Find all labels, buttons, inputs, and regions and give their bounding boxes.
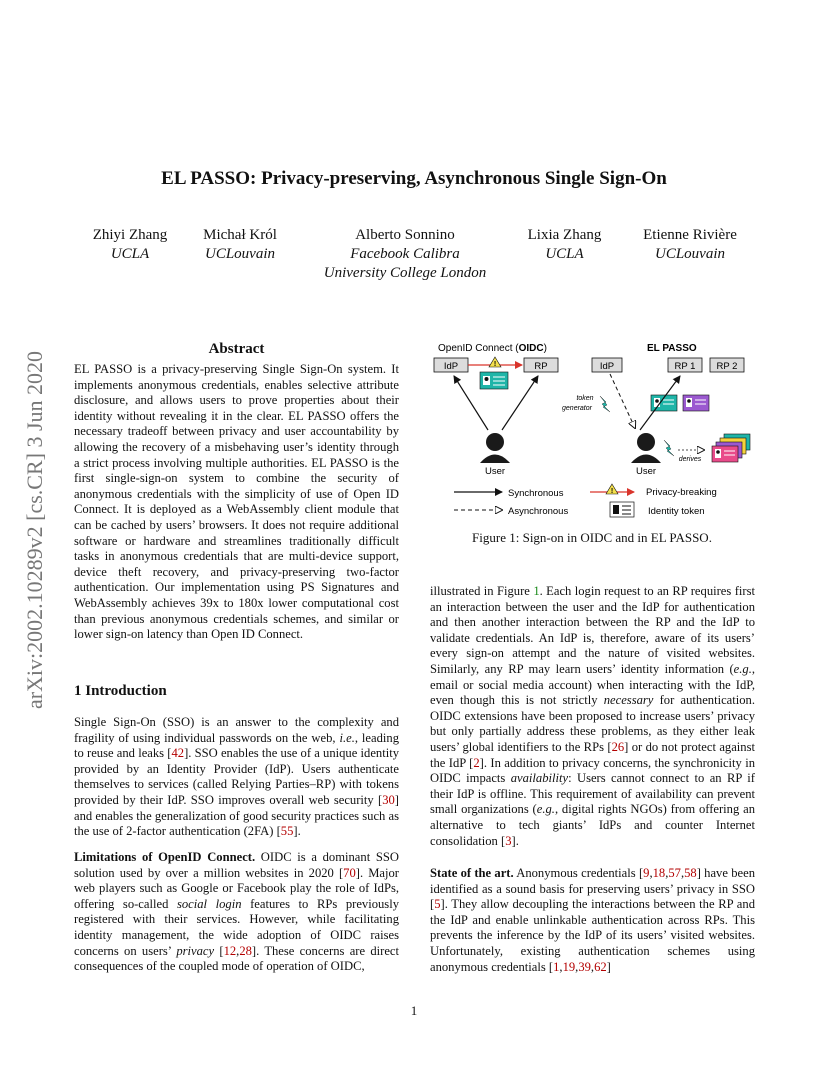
- author-affiliation-2: University College London: [323, 265, 487, 281]
- elpasso-user-label: User: [635, 466, 657, 477]
- text-run: ,: [575, 959, 579, 974]
- text-run: Single Sign-On (SSO) is an answer to the complexity and fragility of using individual passwords on the web,: [74, 715, 399, 745]
- citation-link[interactable]: 42: [171, 746, 185, 761]
- figure-link[interactable]: 1: [533, 584, 540, 598]
- oidc-rp-label: RP: [534, 361, 548, 372]
- figure-1-caption: Figure 1: Sign-on in OIDC and in EL PASSO.: [472, 530, 712, 545]
- token-generator-label-1: token: [576, 395, 594, 402]
- text-run: OIDC is a dominant SSO solution used by over a million websites in 2020 [: [74, 850, 399, 880]
- text-run: features to RPs previously registered with their services. However, while facilitating identity management, the wide adoption of OIDC raises concerns on users’: [74, 896, 399, 958]
- text-run: ]. Major web players such as Google or Facebook play the role of IdPs, offering so-called: [74, 865, 399, 911]
- text-run: e.g.: [733, 661, 752, 676]
- legend-privacy-label: Privacy-breaking: [646, 487, 717, 498]
- text-run: social login: [176, 896, 242, 911]
- text-run: ]. SSO enables the use of a unique identity provided by an Identity Provider (IdP). Users authenticate themselves to services (called Relying Parties–RP) with tokens provided by their IdP. SSO improves overall web security [: [74, 746, 400, 807]
- citation-link[interactable]: 19: [562, 959, 576, 974]
- citation-link[interactable]: 39: [578, 959, 591, 974]
- author-affiliation: UCLA: [110, 246, 150, 262]
- text-run: ]. They allow decoupling the interactions between the RP and the IdP and enable unlinkable authentication across RPs. This prevents the inference by the IdP of its users’ visited websites. Unfortunately, existing authentication schemes using anonymous credentials [: [430, 897, 755, 974]
- text-run: ,: [680, 866, 685, 880]
- text-run: : Users cannot connect to an RP if their IdP is offline. This requirement of availability can prevent small organizations (: [430, 771, 755, 817]
- citation-link[interactable]: 3: [505, 833, 512, 848]
- citation-link[interactable]: 1: [553, 959, 560, 974]
- arxiv-sidebar: [20, 295, 50, 765]
- author-5: [630, 226, 750, 264]
- elpasso-panel-title: EL PASSO: [647, 343, 697, 354]
- oidc-user-label: User: [484, 466, 506, 477]
- abstract-body: [74, 362, 399, 643]
- text-run: , leading to reuse and leaks [: [74, 730, 399, 761]
- legend-async-label: Asynchronous: [508, 506, 569, 517]
- text-run: . Each login request to an RP requires first an interaction between the user and the IdP for authentication and then another interaction between the RP and the IdP to validate credentials. An IdP is, therefore, aware of its users’ every sign-on attempt and the nature of visited websites. Similarly, any RP may learn users’ identity information (: [430, 584, 756, 676]
- text-run: ].: [511, 833, 519, 848]
- elpasso-idp-label: IdP: [599, 361, 615, 372]
- oidc-idp-label: IdP: [443, 361, 459, 372]
- intro-paragraph-1: [74, 715, 399, 840]
- token-generator-label-2: generator: [562, 405, 592, 412]
- author-affiliation: UCLouvain: [204, 246, 275, 262]
- author-name: Lixia Zhang: [527, 227, 602, 243]
- text-run: Anonymous credentials [: [513, 866, 644, 880]
- citation-link[interactable]: 9: [643, 866, 650, 880]
- text-run: availability: [510, 771, 569, 786]
- text-run: ] have been identified as a sound basis for preserving users’ privacy in SSO [: [430, 866, 756, 912]
- paragraph-runin-heading: Limitations of OpenID Connect.: [74, 850, 256, 864]
- text-run: ]: [606, 959, 611, 974]
- elpasso-rp2-label: RP 2: [716, 361, 738, 372]
- derives-label: derives: [678, 456, 702, 463]
- abstract-text: EL PASSO is a privacy-preserving Single Sign-On system. It implements anonymous credentials, enables selective attribute disclosure, and allows users to prove properties about their identity without revealing it in the clear. EL PASSO offers the necessary tradeoff between privacy and user accountability by allowing the recovery of a misbehaving user’s identity through a strict process involving multiple authorities. EL PASSO is the first single-sign-on system to combine the security of anonymous credentials with the simplicity of use of Open ID Connect. It is deployed as a WebAssembly client module that can be cached by users’ browsers. It does not require additional software or hardware and streamlines traditionally difficult tasks in anonymous credentials that are multi-device support, device theft recovery, and privacy-preserving two-factor authentication. Our implementation using PS Signatures and WebAssembly achieves 39x to 180x lower computational cost than previous anonymous credentials schemes, and similar or lower sign-on latency than Open ID Connect.: [74, 362, 399, 642]
- lightning-icon: [600, 396, 610, 412]
- citation-link[interactable]: 2: [473, 755, 480, 770]
- author-3: [305, 226, 505, 283]
- figure-1-diagram: [430, 338, 756, 522]
- author-affiliation: UCLouvain: [654, 246, 725, 262]
- legend-sync-label: Synchronous: [508, 488, 564, 499]
- intro-paragraph-2: [74, 850, 399, 975]
- derived-tokens-stack: [712, 434, 750, 462]
- abstract-heading: Abstract: [208, 341, 265, 357]
- author-affiliation: Facebook Calibra: [350, 246, 460, 262]
- warning-mark: !: [493, 361, 497, 368]
- text-run: ,: [649, 866, 653, 880]
- legend-token-icon: [610, 502, 634, 517]
- async-arrow-idp-to-user: [610, 374, 635, 428]
- text-run: ,: [559, 959, 563, 974]
- legend-token-label: Identity token: [648, 506, 705, 517]
- page-number: 1: [410, 1003, 418, 1018]
- text-run: e.g.: [536, 802, 555, 817]
- author-1: [80, 226, 180, 264]
- text-run: ] or do not protect against the IdP [: [430, 739, 755, 770]
- author-name: Zhiyi Zhang: [92, 227, 168, 243]
- author-name: Etienne Rivière: [643, 227, 737, 243]
- identity-token-icon: [480, 372, 508, 389]
- text-run: i.e.: [339, 730, 355, 745]
- text-run: ,: [665, 866, 669, 880]
- lightning-icon: [664, 440, 674, 456]
- text-run: , digital rights NGOs) from offering an alternative to tech giants’ IdPs and counter Internet consolidation [: [430, 802, 755, 848]
- citation-link[interactable]: 58: [684, 866, 697, 880]
- author-4: [512, 226, 617, 264]
- author-affiliation: UCLA: [545, 246, 584, 262]
- rp2-token-icon: [683, 395, 709, 411]
- citation-link[interactable]: 18: [652, 866, 666, 880]
- citation-link[interactable]: 28: [239, 943, 252, 958]
- text-run: privacy: [176, 943, 215, 958]
- text-run: illustrated in Figure: [430, 584, 534, 598]
- author-2: [190, 226, 290, 264]
- citation-link[interactable]: 57: [668, 866, 681, 880]
- citation-link[interactable]: 5: [434, 897, 441, 912]
- text-run: necessary: [603, 693, 654, 708]
- citation-link[interactable]: 26: [611, 739, 625, 754]
- citation-link[interactable]: 70: [343, 865, 356, 880]
- text-run: , email or social media account) when interacting with the IdP, even though this is not strictly: [430, 661, 755, 708]
- text-run: for authentication. OIDC extensions have been proposed to increase users’ privacy but only partially address these problems, as they either leak users’ global identifiers to the RPs [: [430, 693, 755, 754]
- paragraph-runin-heading: State of the art.: [430, 866, 514, 880]
- citation-link[interactable]: 55: [280, 824, 294, 839]
- text-run: ]. These concerns are direct consequences of the coupled mode of operation of OIDC,: [74, 943, 400, 974]
- text-run: ].: [293, 824, 301, 839]
- elpasso-user-icon: [631, 433, 661, 463]
- oidc-user-icon: [480, 433, 510, 463]
- citation-link[interactable]: 12: [223, 943, 237, 958]
- arxiv-id: arXiv:2002.10289v2 [cs.CR] 3 Jun 2020: [22, 350, 47, 710]
- text-run: ,: [590, 959, 595, 974]
- author-name: Michał Król: [203, 227, 277, 243]
- section-heading-introduction: 1 Introduction: [74, 683, 167, 699]
- paper-title: EL PASSO: Privacy-preserving, Asynchronous Single Sign-On: [161, 168, 667, 189]
- warning-mark: !: [610, 488, 614, 495]
- text-run: ]. In addition to privacy concerns, the synchronicity in OIDC impacts: [430, 755, 755, 786]
- text-run: [: [214, 943, 224, 958]
- right-paragraph-1: [430, 584, 755, 849]
- citation-link[interactable]: 30: [382, 792, 395, 807]
- oidc-panel-title: OpenID Connect (OIDC): [438, 343, 547, 354]
- text-run: ,: [236, 943, 240, 958]
- text-run: ] and enables the generalization of good security practices such as the use of 2-factor authentication (2FA) [: [74, 792, 399, 839]
- elpasso-rp1-label: RP 1: [674, 361, 696, 372]
- citation-link[interactable]: 62: [594, 959, 607, 974]
- author-name: Alberto Sonnino: [355, 227, 455, 243]
- right-paragraph-2: [430, 866, 755, 975]
